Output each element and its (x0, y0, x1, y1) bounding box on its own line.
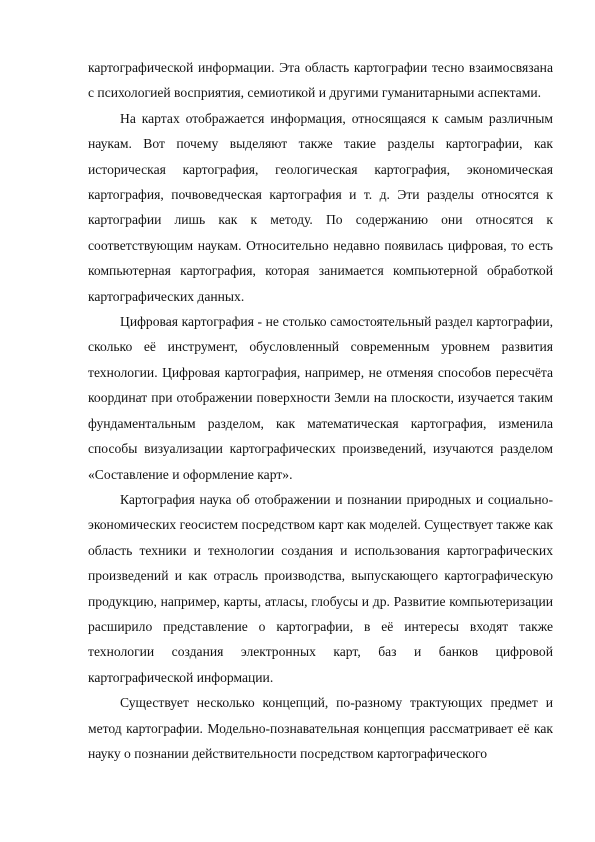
body-text (88, 55, 553, 766)
paragraph-5: Существует несколько концепций, по-разному трактующих предмет и метод картографии. Модельно-познавательная концепция рассматривает её как науку о познании действительности посредством картографического (88, 695, 553, 761)
paragraph-3: Цифровая картография - не столько самостоятельный раздел картографии, сколько её инструмент, обусловленный современным уровнем развития технологии. Цифровая картография, например, не отменяя способов пересчёта координат при отображении поверхности Земли на плоскости, изучается таким фундаментальным разделом, как математическая картография, изменила способы визуализации картографических произведений, изучаются разделом «Составление и оформление карт». (88, 314, 553, 482)
paragraph-4: Картография наука об отображении и познании природных и социально-экономических геосистем посредством карт как моделей. Существует также как область техники и технологии создания и использования картографических произведений и как отрасль производства, выпускающего картографическую продукцию, например, карты, атласы, глобусы и др. Развитие компьютеризации расширило представление о картографии, в её интересы входят также технологии создания электронных карт, баз и банков цифровой картографической информации. (88, 491, 553, 685)
paragraph-2: На картах отображается информация, относящаяся к самым различным наукам. Вот почему выделяют также такие разделы картографии, как историческая картография, геологическая картография, экономическая картография, почвоведческая картография и т. д. Эти разделы относятся к картографии лишь как к методу. По содержанию они относятся к соответствующим наукам. Относительно недавно появилась цифровая, то есть компьютерная картография, которая занимается компьютерной обработкой картографических данных. (88, 110, 553, 304)
paragraph-1: картографической информации. Эта область картографии тесно взаимосвязана с психологией восприятия, семиотикой и другими гуманитарными аспектами. (88, 60, 553, 101)
